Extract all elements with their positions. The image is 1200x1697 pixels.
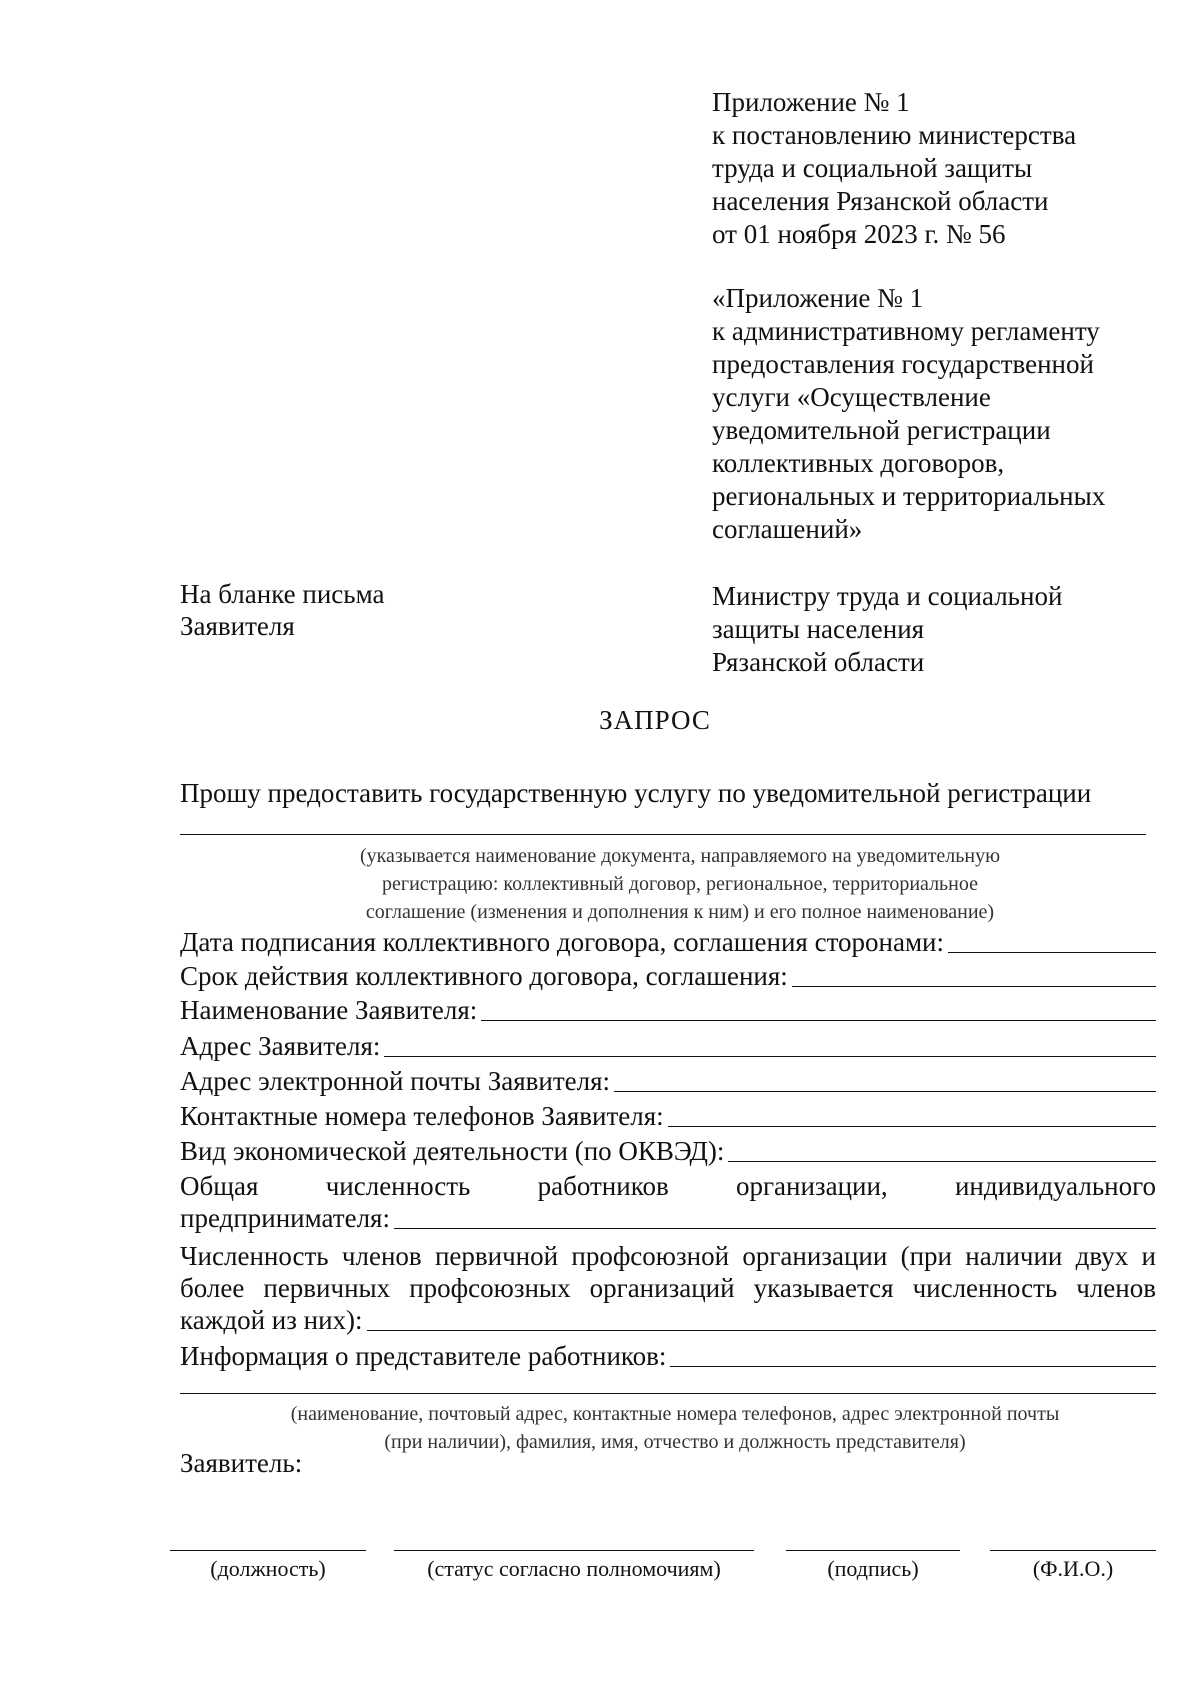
letterhead-line: На бланке письма bbox=[180, 579, 385, 609]
full-name-caption: (Ф.И.О.) bbox=[1032, 1556, 1114, 1581]
full-name-signature-line[interactable] bbox=[990, 1550, 1156, 1551]
signing-date-field bbox=[180, 926, 1156, 958]
employees-row bbox=[180, 1202, 1156, 1234]
note-line: регистрацию: коллективный договор, региональное, территориальное bbox=[381, 873, 978, 895]
okved-field bbox=[180, 1135, 1156, 1167]
union-label-line2: более первичных профсоюзных организаций указывается численность членов bbox=[180, 1273, 1156, 1303]
approval-line: от 01 ноября 2023 г. № 56 bbox=[712, 219, 1006, 249]
union-row bbox=[180, 1304, 1156, 1336]
employees-label-line1: Общая численность работников организации, индивидуального bbox=[180, 1171, 1156, 1201]
document-name-note bbox=[180, 842, 1180, 926]
status-caption: (статус согласно полномочиям) bbox=[427, 1556, 721, 1581]
field-label: Контактные номера телефонов Заявителя: bbox=[180, 1101, 664, 1131]
validity-input-line[interactable] bbox=[792, 986, 1156, 987]
addressee-line: Рязанской области bbox=[712, 647, 925, 677]
regulation-line: услуги «Осуществление bbox=[712, 382, 991, 412]
applicant-address-field bbox=[180, 1030, 1156, 1062]
union-members-input-line[interactable] bbox=[367, 1330, 1156, 1331]
applicant-phones-input-line[interactable] bbox=[668, 1126, 1156, 1127]
applicant-address-input-line[interactable] bbox=[384, 1056, 1156, 1057]
approval-line: труда и социальной защиты bbox=[712, 153, 1033, 183]
applicant-label: Заявитель: bbox=[180, 1448, 303, 1478]
addressee bbox=[712, 580, 1062, 679]
addressee-line: Министру труда и социальной bbox=[712, 581, 1063, 611]
union-members-field bbox=[180, 1240, 1156, 1336]
applicant-name-field bbox=[180, 994, 1156, 1026]
approval-header bbox=[712, 86, 1152, 251]
employees-input-line[interactable] bbox=[394, 1228, 1156, 1229]
regulation-line: уведомительной регистрации bbox=[712, 415, 1051, 445]
okved-input-line[interactable] bbox=[728, 1161, 1156, 1162]
field-label: Вид экономической деятельности (по ОКВЭД): bbox=[180, 1136, 725, 1166]
regulation-line: соглашений» bbox=[712, 514, 863, 544]
applicant-email-input-line[interactable] bbox=[614, 1091, 1156, 1092]
field-label: Срок действия коллективного договора, соглашения: bbox=[180, 961, 788, 991]
note-line: (наименование, почтовый адрес, контактные номера телефонов, адрес электронной почты bbox=[290, 1403, 1060, 1425]
field-label: Дата подписания коллективного договора, соглашения сторонами: bbox=[180, 927, 944, 957]
document-title: ЗАПРОС bbox=[599, 705, 711, 735]
signature-caption: (подпись) bbox=[827, 1556, 919, 1581]
field-label: Наименование Заявителя: bbox=[180, 995, 478, 1025]
approval-line: Приложение № 1 bbox=[712, 87, 910, 117]
letterhead-line: Заявителя bbox=[180, 611, 295, 641]
validity-field bbox=[180, 960, 1156, 992]
applicant-phones-field bbox=[180, 1100, 1156, 1132]
applicant-email-field bbox=[180, 1065, 1156, 1097]
regulation-line: региональных и территориальных bbox=[712, 481, 1106, 511]
approval-line: к постановлению министерства bbox=[712, 120, 1077, 150]
approval-line: населения Рязанской области bbox=[712, 186, 1049, 216]
note-line: соглашение (изменения и дополнения к ним) и его полное наименование) bbox=[365, 901, 995, 923]
union-label-line3: каждой из них): bbox=[180, 1305, 363, 1335]
signing-date-input-line[interactable] bbox=[948, 952, 1156, 953]
employees-label-line2: предпринимателя: bbox=[180, 1203, 390, 1233]
representative-info-line[interactable] bbox=[180, 1393, 1156, 1394]
position-caption: (должность) bbox=[210, 1556, 326, 1581]
regulation-line: коллективных договоров, bbox=[712, 448, 1005, 478]
document-name-line[interactable] bbox=[180, 834, 1146, 835]
regulation-line: к административному регламенту bbox=[712, 316, 1100, 346]
representative-field bbox=[180, 1340, 1156, 1372]
field-label: Информация о представителе работников: bbox=[180, 1341, 667, 1371]
representative-note bbox=[180, 1400, 1170, 1456]
representative-input-line[interactable] bbox=[670, 1366, 1156, 1367]
employees-field bbox=[180, 1170, 1156, 1234]
note-line: (при наличии), фамилия, имя, отчество и должность представителя) bbox=[384, 1431, 966, 1453]
position-signature-line[interactable] bbox=[170, 1550, 366, 1551]
regulation-line: предоставления государственной bbox=[712, 349, 1094, 379]
signature-line[interactable] bbox=[786, 1550, 960, 1551]
field-label: Адрес Заявителя: bbox=[180, 1031, 381, 1061]
addressee-line: защиты населения bbox=[712, 614, 925, 644]
request-text: Прошу предоставить государственную услугу по уведомительной регистрации bbox=[180, 778, 1092, 808]
union-label-line1: Численность членов первичной профсоюзной организации (при наличии двух и bbox=[180, 1241, 1156, 1271]
regulation-line: «Приложение № 1 bbox=[712, 283, 924, 313]
applicant-name-input-line[interactable] bbox=[481, 1020, 1156, 1021]
status-signature-line[interactable] bbox=[394, 1550, 754, 1551]
regulation-header bbox=[712, 282, 1152, 546]
field-label: Адрес электронной почты Заявителя: bbox=[180, 1066, 610, 1096]
letterhead-note bbox=[180, 578, 384, 642]
note-line: (указывается наименование документа, направляемого на уведомительную bbox=[359, 845, 1001, 867]
